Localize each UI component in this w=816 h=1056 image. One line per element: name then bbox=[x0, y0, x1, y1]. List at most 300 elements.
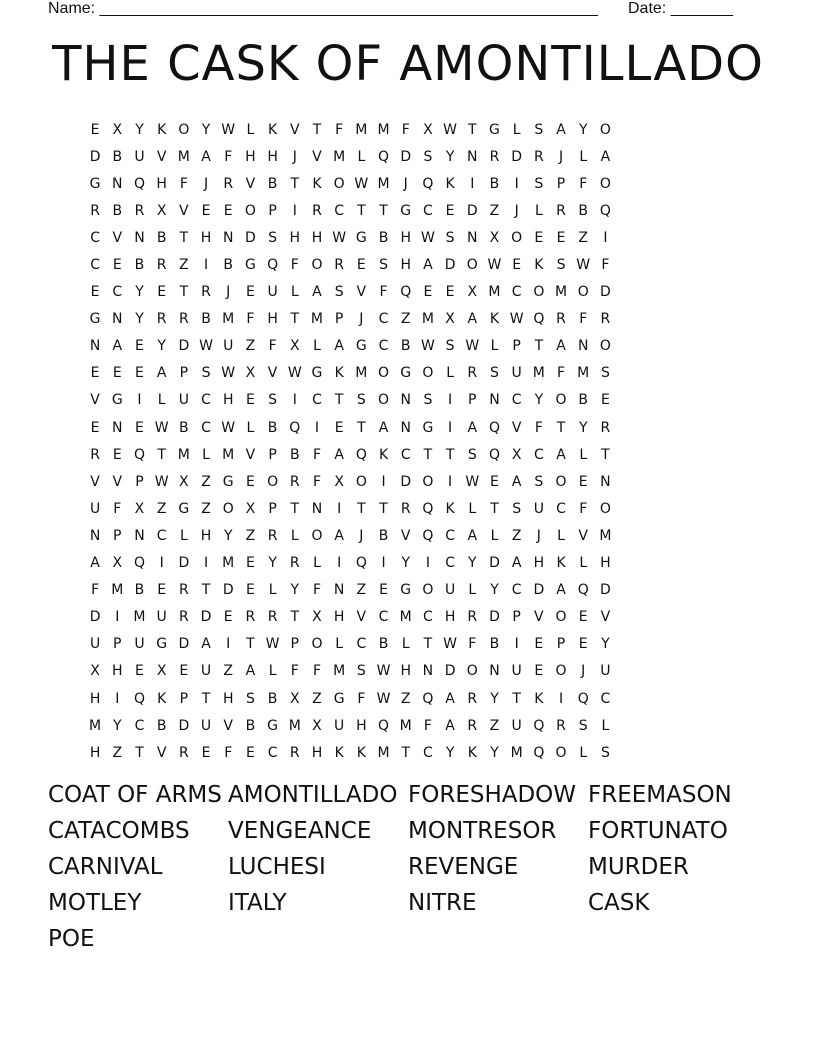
grid-row bbox=[84, 116, 744, 143]
grid-letter: E bbox=[534, 229, 544, 246]
grid-letter: W bbox=[221, 419, 236, 436]
grid-letter: B bbox=[267, 690, 278, 707]
grid-letter: B bbox=[134, 257, 145, 274]
grid-letter: E bbox=[135, 365, 144, 382]
grid-letter: D bbox=[600, 582, 611, 599]
grid-letter: G bbox=[89, 311, 101, 328]
grid-letter: V bbox=[112, 473, 123, 490]
grid-letter: L bbox=[268, 663, 277, 680]
grid-letter: I bbox=[115, 690, 120, 707]
grid-letter: A bbox=[312, 284, 322, 301]
grid-letter: Z bbox=[245, 338, 256, 355]
grid-letter: M bbox=[333, 663, 346, 680]
grid-letter: U bbox=[533, 500, 544, 517]
grid-letter: E bbox=[490, 473, 499, 490]
grid-letter: U bbox=[444, 582, 456, 599]
grid-row bbox=[84, 279, 744, 306]
grid-letter: C bbox=[156, 527, 167, 544]
grid-letter: D bbox=[178, 636, 190, 653]
grid-letter: W bbox=[221, 121, 236, 138]
grid-letter: Q bbox=[488, 419, 500, 436]
grid-letter: V bbox=[90, 473, 100, 490]
grid-letter: E bbox=[135, 338, 144, 355]
grid-letter: U bbox=[89, 636, 101, 653]
grid-letter: R bbox=[556, 311, 566, 328]
grid-letter: F bbox=[312, 582, 321, 599]
grid-letter: F bbox=[534, 419, 543, 436]
grid-letter: G bbox=[355, 229, 367, 246]
grid-letter: U bbox=[600, 663, 611, 680]
grid-letter: R bbox=[156, 311, 167, 328]
grid-letter: F bbox=[224, 148, 233, 165]
grid-letter: H bbox=[400, 663, 411, 680]
grid-letter: B bbox=[400, 338, 411, 355]
grid-letter: B bbox=[223, 257, 234, 274]
grid-letter: K bbox=[157, 690, 167, 707]
grid-letter: F bbox=[468, 636, 477, 653]
word-bank bbox=[48, 780, 788, 954]
grid-letter: O bbox=[599, 500, 611, 517]
grid-letter: W bbox=[420, 338, 435, 355]
grid-letter: N bbox=[489, 392, 500, 409]
grid-letter: E bbox=[179, 663, 189, 680]
grid-letter: R bbox=[467, 365, 478, 382]
grid-letter: I bbox=[470, 175, 475, 192]
grid-row bbox=[84, 441, 744, 468]
grid-row bbox=[84, 414, 744, 441]
grid-letter: R bbox=[289, 744, 300, 761]
grid-letter: X bbox=[156, 663, 167, 680]
grid-letter: U bbox=[267, 284, 278, 301]
grid-letter: S bbox=[445, 338, 455, 355]
grid-letter: H bbox=[333, 609, 345, 626]
grid-letter: T bbox=[246, 636, 255, 653]
grid-letter: O bbox=[466, 663, 478, 680]
grid-letter: V bbox=[267, 365, 278, 382]
date-field-label: Date: _______ bbox=[628, 0, 733, 17]
grid-letter: M bbox=[488, 284, 501, 301]
grid-letter: T bbox=[201, 690, 211, 707]
grid-letter: H bbox=[267, 311, 278, 328]
grid-letter: Y bbox=[113, 717, 122, 734]
grid-row bbox=[84, 360, 744, 387]
grid-letter: Q bbox=[355, 555, 367, 572]
grid-letter: X bbox=[156, 202, 167, 219]
grid-letter: R bbox=[556, 202, 566, 219]
grid-letter: V bbox=[600, 609, 611, 626]
grid-letter: R bbox=[267, 527, 278, 544]
grid-letter: L bbox=[246, 419, 255, 436]
grid-letter: E bbox=[245, 555, 255, 572]
grid-letter: R bbox=[400, 500, 411, 517]
grid-letter: I bbox=[558, 690, 564, 707]
word-bank-item: CARNIVAL bbox=[48, 854, 163, 880]
grid-letter: A bbox=[556, 121, 566, 138]
grid-letter: O bbox=[222, 500, 234, 517]
grid-letter: I bbox=[292, 392, 297, 409]
grid-letter: R bbox=[156, 257, 167, 274]
grid-letter: E bbox=[157, 582, 167, 599]
grid-letter: S bbox=[356, 663, 366, 680]
grid-letter: F bbox=[579, 311, 588, 328]
grid-letter: K bbox=[489, 311, 500, 328]
grid-letter: N bbox=[134, 229, 145, 246]
grid-letter: A bbox=[112, 338, 123, 355]
grid-letter: I bbox=[314, 419, 320, 436]
grid-letter: W bbox=[287, 365, 302, 382]
grid-letter: X bbox=[112, 121, 123, 138]
grid-letter: D bbox=[245, 229, 256, 246]
grid-letter: V bbox=[356, 284, 367, 301]
grid-letter: W bbox=[376, 663, 391, 680]
grid-letter: C bbox=[267, 744, 278, 761]
grid-letter: N bbox=[311, 500, 323, 517]
grid-letter: H bbox=[245, 148, 256, 165]
grid-letter: E bbox=[245, 744, 255, 761]
grid-letter: B bbox=[201, 311, 211, 328]
grid-letter: F bbox=[601, 257, 610, 274]
grid-letter: T bbox=[468, 121, 477, 138]
grid-letter: K bbox=[445, 175, 455, 192]
grid-letter: D bbox=[489, 555, 500, 572]
grid-letter: P bbox=[556, 636, 566, 653]
grid-letter: F bbox=[179, 175, 188, 192]
grid-letter: Y bbox=[223, 527, 233, 544]
grid-letter: P bbox=[113, 527, 122, 544]
grid-letter: U bbox=[134, 148, 145, 165]
grid-letter: C bbox=[378, 338, 389, 355]
grid-letter: Z bbox=[201, 500, 211, 517]
grid-letter: L bbox=[357, 148, 366, 165]
grid-letter: B bbox=[245, 717, 256, 734]
grid-letter: S bbox=[423, 148, 433, 165]
grid-letter: Q bbox=[533, 744, 545, 761]
grid-letter: W bbox=[154, 473, 169, 490]
grid-letter: C bbox=[312, 392, 322, 409]
grid-letter: Y bbox=[268, 555, 277, 572]
grid-letter: A bbox=[467, 311, 478, 328]
grid-letter: G bbox=[222, 473, 234, 490]
grid-letter: A bbox=[156, 365, 167, 382]
grid-row bbox=[84, 712, 744, 739]
grid-letter: F bbox=[290, 257, 299, 274]
grid-letter: Q bbox=[422, 500, 434, 517]
grid-letter: V bbox=[312, 148, 322, 165]
grid-letter: I bbox=[603, 229, 608, 246]
grid-letter: S bbox=[556, 257, 566, 274]
grid-row bbox=[84, 170, 744, 197]
grid-letter: E bbox=[534, 636, 544, 653]
grid-letter: G bbox=[400, 202, 412, 219]
grid-letter: Z bbox=[400, 690, 411, 707]
grid-letter: R bbox=[178, 744, 189, 761]
grid-letter: Q bbox=[577, 690, 589, 707]
grid-letter: Y bbox=[578, 419, 588, 436]
grid-letter: G bbox=[111, 392, 123, 409]
grid-letter: Y bbox=[601, 636, 610, 653]
grid-letter: D bbox=[511, 148, 523, 165]
grid-letter: O bbox=[555, 473, 567, 490]
grid-letter: J bbox=[581, 663, 586, 680]
grid-letter: R bbox=[467, 609, 478, 626]
grid-letter: F bbox=[268, 338, 277, 355]
grid-letter: T bbox=[379, 202, 388, 219]
grid-letter: C bbox=[533, 446, 544, 463]
grid-letter: F bbox=[557, 365, 566, 382]
grid-letter: I bbox=[448, 392, 453, 409]
grid-letter: X bbox=[245, 500, 256, 517]
grid-letter: O bbox=[378, 365, 390, 382]
grid-letter: H bbox=[156, 175, 167, 192]
grid-letter: D bbox=[444, 663, 456, 680]
grid-letter: L bbox=[579, 555, 588, 572]
grid-letter: S bbox=[534, 473, 544, 490]
grid-letter: M bbox=[177, 148, 190, 165]
grid-letter: A bbox=[334, 527, 344, 544]
grid-letter: A bbox=[600, 148, 611, 165]
grid-letter: E bbox=[201, 744, 211, 761]
grid-letter: N bbox=[222, 229, 234, 246]
grid-letter: E bbox=[578, 609, 588, 626]
word-bank-item: MOTLEY bbox=[48, 890, 142, 916]
grid-letter: J bbox=[359, 527, 364, 544]
grid-letter: E bbox=[157, 284, 167, 301]
grid-letter: S bbox=[600, 744, 610, 761]
grid-letter: W bbox=[487, 257, 502, 274]
grid-letter: E bbox=[445, 284, 455, 301]
grid-letter: F bbox=[579, 500, 588, 517]
grid-letter: X bbox=[112, 555, 123, 572]
grid-letter: C bbox=[600, 690, 611, 707]
grid-letter: J bbox=[292, 148, 297, 165]
grid-row bbox=[84, 522, 744, 549]
grid-letter: L bbox=[512, 121, 521, 138]
grid-letter: G bbox=[400, 365, 412, 382]
grid-letter: G bbox=[400, 582, 412, 599]
grid-letter: T bbox=[423, 446, 433, 463]
grid-letter: A bbox=[467, 419, 478, 436]
grid-letter: D bbox=[178, 555, 190, 572]
grid-letter: T bbox=[490, 500, 499, 517]
grid-letter: T bbox=[401, 744, 410, 761]
grid-row bbox=[84, 577, 744, 604]
grid-letter: B bbox=[156, 717, 167, 734]
grid-letter: H bbox=[222, 392, 234, 409]
grid-letter: M bbox=[399, 609, 412, 626]
grid-letter: J bbox=[514, 202, 519, 219]
grid-letter: X bbox=[467, 284, 478, 301]
grid-letter: U bbox=[511, 717, 522, 734]
grid-letter: Y bbox=[201, 121, 211, 138]
grid-letter: D bbox=[400, 473, 412, 490]
grid-letter: Q bbox=[133, 555, 145, 572]
grid-letter: M bbox=[554, 284, 568, 301]
grid-letter: V bbox=[223, 717, 233, 734]
grid-letter: W bbox=[465, 338, 480, 355]
grid-letter: F bbox=[113, 500, 122, 517]
grid-letter: S bbox=[334, 284, 344, 301]
grid-letter: S bbox=[268, 229, 278, 246]
grid-letter: D bbox=[444, 257, 456, 274]
grid-letter: T bbox=[290, 609, 300, 626]
grid-letter: R bbox=[334, 257, 345, 274]
grid-letter: S bbox=[490, 365, 499, 382]
grid-letter: Y bbox=[157, 338, 166, 355]
grid-letter: S bbox=[600, 365, 610, 382]
grid-letter: Q bbox=[488, 446, 500, 463]
grid-letter: H bbox=[533, 555, 545, 572]
grid-letter: I bbox=[115, 609, 120, 626]
grid-row bbox=[84, 631, 744, 658]
grid-letter: L bbox=[313, 338, 321, 355]
grid-letter: R bbox=[600, 311, 611, 328]
grid-letter: S bbox=[534, 175, 544, 192]
grid-letter: X bbox=[445, 311, 455, 328]
grid-letter: F bbox=[312, 663, 321, 680]
grid-letter: D bbox=[533, 582, 545, 599]
grid-letter: X bbox=[312, 717, 322, 734]
grid-letter: C bbox=[400, 446, 411, 463]
grid-letter: V bbox=[534, 609, 544, 626]
grid-letter: Y bbox=[490, 582, 499, 599]
grid-letter: M bbox=[89, 717, 102, 734]
grid-letter: S bbox=[512, 500, 522, 517]
grid-letter: M bbox=[577, 365, 590, 382]
grid-letter: C bbox=[423, 202, 433, 219]
grid-letter: N bbox=[467, 148, 478, 165]
word-bank-item: CATACOMBS bbox=[48, 818, 190, 844]
grid-letter: M bbox=[377, 744, 390, 761]
grid-letter: Q bbox=[289, 419, 301, 436]
grid-letter: F bbox=[379, 284, 388, 301]
grid-letter: R bbox=[467, 717, 478, 734]
grid-letter: J bbox=[403, 175, 408, 192]
grid-letter: C bbox=[334, 202, 345, 219]
grid-letter: D bbox=[600, 284, 611, 301]
grid-letter: R bbox=[90, 446, 100, 463]
grid-letter: E bbox=[201, 202, 211, 219]
grid-letter: W bbox=[354, 175, 369, 192]
grid-letter: P bbox=[268, 202, 277, 219]
grid-letter: X bbox=[179, 473, 189, 490]
grid-letter: L bbox=[290, 284, 299, 301]
grid-letter: V bbox=[112, 229, 123, 246]
grid-letter: C bbox=[112, 284, 123, 301]
grid-letter: N bbox=[577, 338, 589, 355]
grid-letter: F bbox=[335, 121, 344, 138]
grid-letter: T bbox=[179, 284, 189, 301]
grid-letter: M bbox=[421, 311, 434, 328]
grid-letter: I bbox=[137, 392, 142, 409]
grid-letter: D bbox=[222, 582, 234, 599]
grid-letter: F bbox=[423, 717, 432, 734]
grid-letter: T bbox=[357, 202, 366, 219]
grid-letter: P bbox=[512, 338, 521, 355]
grid-letter: Q bbox=[599, 202, 611, 219]
grid-letter: N bbox=[467, 229, 478, 246]
grid-letter: W bbox=[443, 636, 458, 653]
grid-letter: E bbox=[90, 284, 100, 301]
word-bank-item: FORTUNATO bbox=[588, 818, 728, 844]
grid-letter: Q bbox=[533, 311, 545, 328]
grid-letter: X bbox=[489, 229, 500, 246]
grid-letter: B bbox=[378, 527, 389, 544]
grid-letter: B bbox=[578, 202, 589, 219]
grid-letter: D bbox=[489, 609, 500, 626]
grid-letter: D bbox=[200, 609, 212, 626]
grid-letter: Q bbox=[577, 582, 589, 599]
grid-letter: L bbox=[468, 582, 477, 599]
grid-letter: I bbox=[425, 555, 430, 572]
grid-letter: L bbox=[401, 636, 410, 653]
grid-letter: P bbox=[268, 446, 277, 463]
grid-letter: G bbox=[489, 121, 500, 138]
grid-letter: P bbox=[268, 500, 277, 517]
grid-letter: S bbox=[268, 392, 278, 409]
grid-letter: A bbox=[334, 338, 344, 355]
grid-letter: M bbox=[599, 527, 612, 544]
grid-letter: P bbox=[512, 609, 521, 626]
grid-letter: K bbox=[467, 744, 477, 761]
grid-letter: O bbox=[555, 392, 567, 409]
grid-letter: A bbox=[556, 446, 566, 463]
grid-letter: G bbox=[89, 175, 101, 192]
grid-letter: C bbox=[201, 392, 211, 409]
grid-letter: F bbox=[91, 582, 100, 599]
grid-letter: A bbox=[334, 446, 344, 463]
grid-letter: O bbox=[355, 473, 367, 490]
grid-letter: N bbox=[89, 527, 101, 544]
grid-letter: C bbox=[511, 582, 522, 599]
grid-letter: R bbox=[178, 609, 189, 626]
grid-letter: V bbox=[245, 446, 256, 463]
grid-letter: H bbox=[267, 148, 278, 165]
word-bank-item: ITALY bbox=[228, 890, 287, 916]
grid-letter: H bbox=[200, 527, 212, 544]
grid-letter: O bbox=[422, 473, 434, 490]
grid-letter: A bbox=[556, 338, 566, 355]
grid-letter: N bbox=[400, 419, 411, 436]
grid-letter: B bbox=[267, 175, 278, 192]
grid-letter: E bbox=[600, 392, 610, 409]
grid-letter: C bbox=[423, 744, 433, 761]
grid-letter: M bbox=[133, 609, 146, 626]
grid-letter: Z bbox=[489, 717, 500, 734]
grid-letter: K bbox=[334, 744, 344, 761]
grid-letter: E bbox=[445, 202, 455, 219]
grid-letter: V bbox=[511, 419, 522, 436]
grid-letter: A bbox=[445, 690, 455, 707]
grid-letter: C bbox=[445, 527, 455, 544]
grid-letter: E bbox=[534, 663, 544, 680]
grid-letter: Y bbox=[445, 744, 455, 761]
grid-letter: I bbox=[337, 500, 342, 517]
grid-letter: W bbox=[154, 419, 169, 436]
grid-letter: E bbox=[223, 609, 233, 626]
grid-letter: Q bbox=[133, 690, 145, 707]
grid-letter: K bbox=[356, 744, 366, 761]
grid-letter: C bbox=[511, 392, 522, 409]
grid-letter: O bbox=[577, 284, 589, 301]
grid-letter: L bbox=[579, 446, 588, 463]
grid-letter: C bbox=[90, 257, 100, 274]
grid-letter: X bbox=[334, 473, 344, 490]
grid-letter: P bbox=[556, 175, 566, 192]
grid-row bbox=[84, 306, 744, 333]
grid-letter: F bbox=[246, 311, 255, 328]
grid-letter: O bbox=[466, 257, 478, 274]
grid-letter: W bbox=[221, 365, 236, 382]
